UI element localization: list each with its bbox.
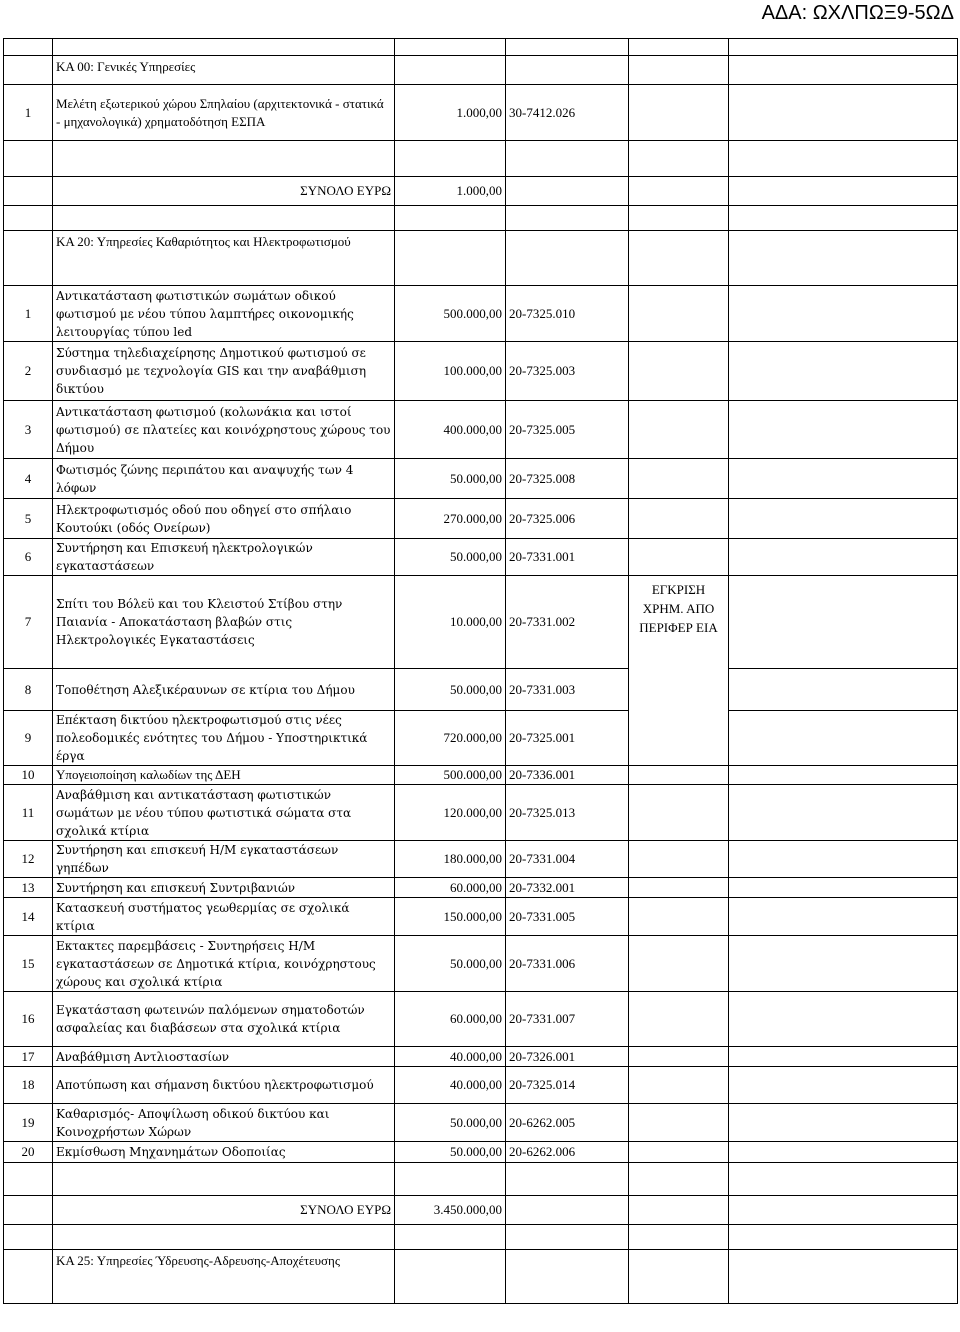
table-row	[4, 539, 958, 576]
row-number: 4	[4, 459, 53, 499]
row-description: Μελέτη εξωτερικού χώρου Σπηλαίου (αρχιτεκτονικά - στατικά - μηχανολογικά) χρηματοδότηση ΕΣΠΑ	[53, 85, 395, 141]
row-number: 2	[4, 342, 53, 401]
table-row	[4, 499, 958, 539]
table-row	[4, 1067, 958, 1104]
table-row	[4, 401, 958, 459]
ka00-total-value: 1.000,00	[395, 177, 506, 206]
row-code: 30-7412.026	[506, 85, 629, 141]
row-description: Σύστημα τηλεδιαχείρησης Δημοτικού φωτισμού σε συνδιασμό με τεχνολογία GIS και την αναβάθμιση δικτύου	[53, 342, 395, 401]
table-row	[4, 459, 958, 499]
row-code: 20-7325.001	[506, 711, 629, 766]
ka20-total-label: ΣΥΝΟΛΟ ΕΥΡΩ	[53, 1196, 395, 1225]
row-amount: 150.000,00	[395, 898, 506, 936]
row-amount: 60.000,00	[395, 992, 506, 1047]
row-number: 17	[4, 1047, 53, 1067]
row-amount: 270.000,00	[395, 499, 506, 539]
row-code: 20-7331.005	[506, 898, 629, 936]
row-amount: 40.000,00	[395, 1047, 506, 1067]
row-amount: 50.000,00	[395, 459, 506, 499]
row-amount: 60.000,00	[395, 878, 506, 898]
row-amount: 500.000,00	[395, 766, 506, 785]
row-description: Αντικατάσταση φωτισμού (κολωνάκια και ιστοί φωτισμού) σε πλατείες και κοινόχρηστους χώρους του Δήμου	[53, 401, 395, 459]
table-row	[4, 878, 958, 898]
ka20-section-title: ΚΑ 20: Υπηρεσίες Καθαριότητος και Ηλεκτροφωτισμού	[53, 231, 395, 286]
row-code: 20-7325.008	[506, 459, 629, 499]
row-amount: 720.000,00	[395, 711, 506, 766]
row-amount: 100.000,00	[395, 342, 506, 401]
row-amount: 50.000,00	[395, 1142, 506, 1163]
row-number: 6	[4, 539, 53, 576]
row-amount: 180.000,00	[395, 841, 506, 878]
table-row	[4, 711, 958, 766]
row-amount: 50.000,00	[395, 669, 506, 711]
table-row	[4, 785, 958, 841]
row-number: 1	[4, 85, 53, 141]
table-row	[4, 936, 958, 992]
row-number: 11	[4, 785, 53, 841]
row-code: 20-7325.014	[506, 1067, 629, 1104]
row-code: 20-7332.001	[506, 878, 629, 898]
row-number: 3	[4, 401, 53, 459]
row-number: 15	[4, 936, 53, 992]
row-description: Εγκατάσταση φωτεινών παλόμενων σηματοδοτών ασφαλείας και διαβάσεων στα σχολικά κτίρια	[53, 992, 395, 1047]
row-description: Κατασκευή συστήματος γεωθερμίας σε σχολικά κτίρια	[53, 898, 395, 936]
table-row	[4, 576, 958, 669]
table-row	[4, 85, 958, 141]
row-amount: 50.000,00	[395, 539, 506, 576]
row-description: Αντικατάσταση φωτιστικών σωμάτων οδικού φωτισμού με νέου τύπου λαμπτήρες οικονομικής λειτουργίας τύπου led	[53, 286, 395, 342]
row-code: 20-7325.006	[506, 499, 629, 539]
row-code: 20-7331.003	[506, 669, 629, 711]
row-code: 20-7331.006	[506, 936, 629, 992]
row-code: 20-7325.010	[506, 286, 629, 342]
row-description: Αναβάθμιση και αντικατάσταση φωτιστικών σωμάτων με νέου τύπου φωτιστικά σώματα στα σχολικά κτίρια	[53, 785, 395, 841]
row-description: Ηλεκτροφωτισμός οδού που οδηγεί στο σπήλαιο Κουτούκι (οδός Ονείρων)	[53, 499, 395, 539]
row-description: Εκτακτες παρεμβάσεις - Συντηρήσεις Η/Μ εγκαταστάσεων σε Δημοτικά κτίρια, κοινόχρηστους χώρους και σχολικά κτίρια	[53, 936, 395, 992]
row-number: 12	[4, 841, 53, 878]
row-number: 1	[4, 286, 53, 342]
row-amount: 50.000,00	[395, 1104, 506, 1142]
ka25-section-title: ΚΑ 25: Υπηρεσίες Ύδρευσης-Αδρευσης-Αποχέτευσης	[53, 1250, 395, 1304]
row-number: 19	[4, 1104, 53, 1142]
row-amount: 400.000,00	[395, 401, 506, 459]
row-code: 20-6262.005	[506, 1104, 629, 1142]
row-amount: 40.000,00	[395, 1067, 506, 1104]
table-row	[4, 766, 958, 785]
row-description: Επέκταση δικτύου ηλεκτροφωτισμού στις νέες πολεοδομικές ενότητες του Δήμου - Υποστηρικτικά έργα	[53, 711, 395, 766]
row-number: 18	[4, 1067, 53, 1104]
table-row	[4, 286, 958, 342]
row-description: Υπογειοποίηση καλωδίων της ΔΕΗ	[53, 766, 395, 785]
row-code: 20-7325.003	[506, 342, 629, 401]
ka00-total-label: ΣΥΝΟΛΟ ΕΥΡΩ	[53, 177, 395, 206]
budget-table	[3, 38, 958, 1304]
row-code: 20-7326.001	[506, 1047, 629, 1067]
table-row	[4, 841, 958, 878]
approval-note: ΕΓΚΡΙΣΗ ΧΡΗΜ. ΑΠΟ ΠΕΡΙΦΕΡ ΕΙΑ	[629, 576, 729, 766]
row-description: Εκμίσθωση Μηχανημάτων Οδοποιίας	[53, 1142, 395, 1163]
table-row	[4, 669, 958, 711]
row-description: Τοποθέτηση Αλεξικέραυνων σε κτίρια του Δήμου	[53, 669, 395, 711]
row-code: 20-7331.001	[506, 539, 629, 576]
row-code: 20-7325.013	[506, 785, 629, 841]
row-amount: 10.000,00	[395, 576, 506, 669]
row-code: 20-7331.007	[506, 992, 629, 1047]
table-row	[4, 992, 958, 1047]
table-row	[4, 342, 958, 401]
row-description: Αποτύπωση και σήμανση δικτύου ηλεκτροφωτισμού	[53, 1067, 395, 1104]
row-description: Συντήρηση και επισκευή Η/Μ εγκαταστάσεων γηπέδων	[53, 841, 395, 878]
row-number: 16	[4, 992, 53, 1047]
row-number: 7	[4, 576, 53, 669]
row-description: Συντήρηση και Επισκευή ηλεκτρολογικών εγκαταστάσεων	[53, 539, 395, 576]
row-amount: 1.000,00	[395, 85, 506, 141]
row-description: Φωτισμός ζώνης περιπάτου και αναψυχής των 4 λόφων	[53, 459, 395, 499]
row-description: Σπίτι του Βόλεϋ και του Κλειστού Στίβου στην Παιανία - Αποκατάσταση βλαβών στις Ηλεκτρολογικές Εγκαταστάσεις	[53, 576, 395, 669]
table-row	[4, 1104, 958, 1142]
row-description: Αναβάθμιση Αντλιοστασίων	[53, 1047, 395, 1067]
row-number: 20	[4, 1142, 53, 1163]
ada-header-code: ΑΔΑ: ΩΧΛΠΩΞ9-5ΩΔ	[761, 2, 954, 24]
row-code: 20-7331.004	[506, 841, 629, 878]
row-code: 20-7325.005	[506, 401, 629, 459]
table-row	[4, 1142, 958, 1163]
row-description: Συντήρηση και επισκευή Συντριβανιών	[53, 878, 395, 898]
table-row	[4, 1047, 958, 1067]
row-number: 10	[4, 766, 53, 785]
row-number: 5	[4, 499, 53, 539]
row-number: 8	[4, 669, 53, 711]
row-number: 14	[4, 898, 53, 936]
ka00-section-title: ΚΑ 00: Γενικές Υπηρεσίες	[53, 56, 395, 85]
row-code: 20-6262.006	[506, 1142, 629, 1163]
row-number: 13	[4, 878, 53, 898]
row-code: 20-7336.001	[506, 766, 629, 785]
row-code: 20-7331.002	[506, 576, 629, 669]
row-description: Καθαρισμός- Αποψίλωση οδικού δικτύου και Κοινοχρήστων Χώρων	[53, 1104, 395, 1142]
row-amount: 50.000,00	[395, 936, 506, 992]
row-amount: 500.000,00	[395, 286, 506, 342]
row-amount: 120.000,00	[395, 785, 506, 841]
row-number: 9	[4, 711, 53, 766]
table-row	[4, 898, 958, 936]
ka20-total-value: 3.450.000,00	[395, 1196, 506, 1225]
